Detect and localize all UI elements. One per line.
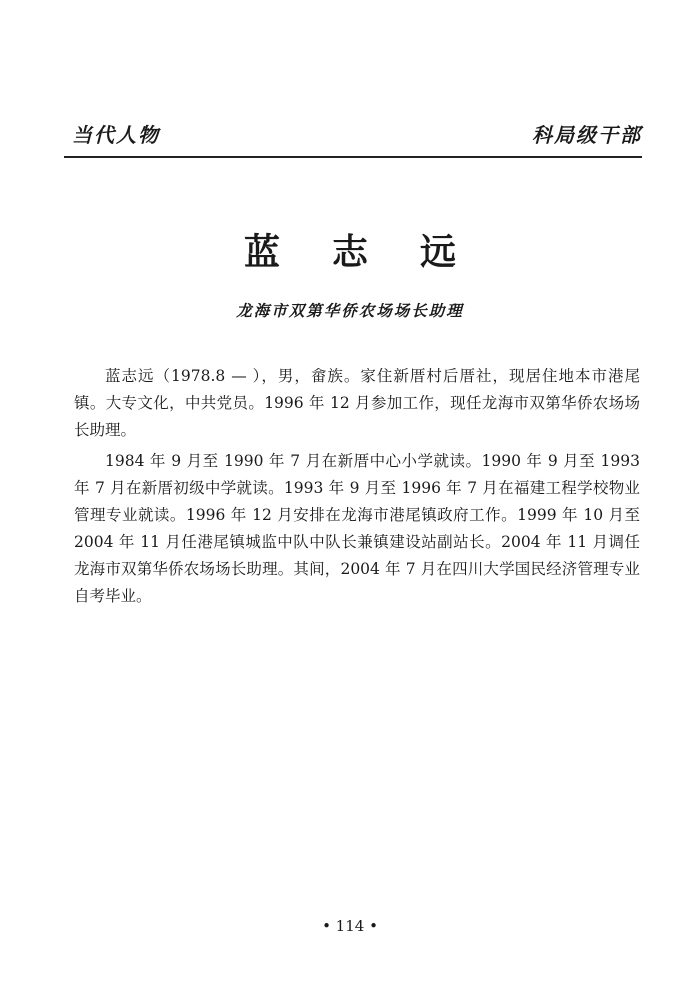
header-section-title: 当代人物 [72, 123, 160, 147]
page-number: • 114 • [322, 917, 378, 935]
header-rule [64, 156, 642, 158]
running-header [72, 118, 642, 152]
biography-paragraph-career: 1984 年 9 月至 1990 年 7 月在新厝中心小学就读。1990 年 9 月至 1993 年 7 月在新厝初级中学就读。1993 年 9 月至 1996 年 7 月在福建工程学校物业管理专业就读。1996 年 12 月安排在龙海市港尾镇政府工作。1999 年 10 月至 2004 年 11 月任港尾镇城监中队中队长兼镇建设站副站长。2004 年 11 月调任龙海市双第华侨农场场长助理。其间，2004 年 7 月在四川大学国民经济管理专业自考毕业。 [74, 452, 640, 605]
header-category: 科局级干部 [532, 123, 642, 147]
biography-body [74, 363, 640, 614]
person-position: 龙海市双第华侨农场场长助理 [236, 301, 464, 320]
person-name: 蓝志远 [243, 232, 508, 273]
biography-paragraph-intro: 蓝志远（1978.8 — ），男，畲族。家住新厝村后厝社，现居住地本市港尾镇。大专文化，中共党员。1996 年 12 月参加工作，现任龙海市双第华侨农场场长助理。 [74, 367, 640, 439]
